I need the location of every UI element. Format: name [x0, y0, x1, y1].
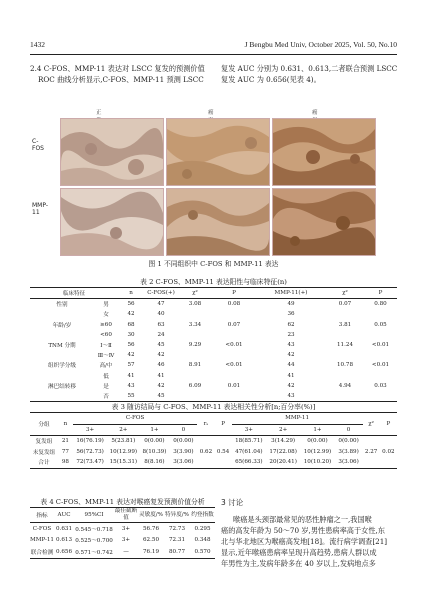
table-cell: 3.81 [338, 321, 352, 328]
table-3-header-1 [30, 413, 397, 425]
table-cell: 0.525～0.700 [75, 538, 113, 545]
table-cell: 0(0.00) [144, 438, 165, 445]
table-cell: 42 [157, 382, 165, 389]
table-cell: 43 [287, 392, 295, 399]
running-header [30, 40, 397, 52]
table-cell [178, 330, 212, 340]
table-cell: 组织学分级 [48, 363, 76, 370]
table-cell [30, 330, 94, 340]
table-cell: 3(3.90) [173, 448, 194, 455]
table-4-title: 表 4 C-FOS、MMP-11 表达对喉癌复发预测价值分析 [40, 498, 205, 506]
table-cell: 20(20.41) [269, 459, 297, 466]
table-cell: 3+ [121, 525, 131, 532]
table-cell: 3(3.89) [338, 448, 359, 455]
table-cell: 8(8.16) [144, 459, 165, 466]
table-cell: 10(12.99) [109, 448, 138, 455]
section-2-4 [30, 63, 215, 85]
table-cell: 年龄/岁 [52, 322, 72, 329]
header-cell: 0 [346, 426, 351, 433]
section-3-heading: 3 讨论 [221, 498, 244, 507]
header-cell: 指标 [36, 513, 48, 519]
table-cell: 56(72.73) [76, 448, 104, 455]
table-cell: 0.05 [374, 321, 387, 328]
table-cell: 0.613 [55, 537, 72, 544]
table-cell: <0.01 [225, 362, 243, 369]
table-cell: 低 [103, 373, 109, 380]
table-cell: 41 [157, 372, 165, 379]
header-cell: n [129, 290, 133, 297]
table-cell: 72.73 [168, 525, 185, 532]
table-cell [364, 330, 397, 340]
figure-1-caption: 图 1 不同组织中 C-FOS 和 MMP-11 表达 [148, 260, 279, 268]
table-row [30, 546, 215, 558]
micrograph-mmp11-normal [60, 188, 164, 256]
table-cell: 43 [127, 382, 135, 389]
table-row [30, 457, 397, 468]
table-row [30, 330, 397, 340]
header-cell: P [232, 290, 236, 297]
table-cell: <60 [100, 331, 112, 338]
table-cell: 0.02 [382, 448, 395, 455]
paragraph-line: 喉癌是头颈部最常见的恶性肿瘤之一,我国喉 [233, 515, 372, 524]
table-cell: Ⅲ～Ⅳ [97, 353, 115, 360]
table-cell: ≥60 [100, 321, 112, 328]
table-cell [364, 309, 397, 319]
table-cell [326, 371, 364, 381]
table-3 [30, 412, 397, 469]
table-cell: 65(66.33) [235, 459, 263, 466]
table-cell: 3(3.06) [338, 459, 359, 466]
header-cell: 最佳截断值 [114, 508, 138, 521]
table-row [30, 391, 397, 402]
table-cell: 3(3.06) [173, 459, 194, 466]
paragraph-line: 北与华北地区为喉癌高发地[18]。流行病学调查[21] [221, 537, 388, 546]
table-cell: 性别 [56, 302, 68, 309]
col-head-normal: 正 [96, 110, 102, 116]
table-cell: <0.01 [371, 362, 390, 369]
section-2-4-continued [221, 63, 397, 85]
table-cell: 56 [127, 342, 135, 349]
header-cell: 1+ [313, 426, 322, 433]
header-cell: χ² [192, 290, 198, 297]
table-cell [363, 436, 380, 447]
table-cell [178, 391, 212, 402]
table-cell: 3+ [121, 537, 131, 544]
table-cell: 0.545～0.718 [75, 526, 113, 533]
table-cell: 23 [287, 331, 295, 338]
table-cell: 0.08 [227, 301, 241, 308]
table-2-title: 表 2 C-FOS、MMP-11 表达阳性与临床特征(n) [140, 278, 287, 286]
table-cell: 56 [127, 301, 135, 308]
table-cell: 30 [127, 331, 135, 338]
table-cell: 98 [61, 459, 69, 466]
table-cell: 76.19 [142, 548, 159, 555]
header-cell: MMP-11 [232, 413, 363, 425]
table-cell: 10(12.99) [303, 448, 332, 455]
page-number: 1432 [30, 40, 45, 49]
table-row [30, 360, 397, 370]
table-cell: 2.27 [364, 448, 378, 455]
table-cell [364, 371, 397, 381]
table-cell: 36 [287, 311, 295, 318]
micrograph-cfos-adjacent [166, 118, 270, 186]
table-cell: 0.631 [55, 525, 72, 532]
table-row [30, 340, 397, 350]
table-cell: 56.76 [142, 525, 159, 532]
header-cell: n [58, 413, 73, 436]
table-cell [215, 436, 232, 447]
paragraph-line: 癌的高发年龄为 50～70 岁,男性患病率高于女性,东 [221, 526, 385, 535]
table-cell: 5(23.81) [111, 438, 136, 445]
table-cell: 72(73.47) [76, 459, 104, 466]
table-cell: 0.348 [194, 537, 211, 544]
table-2-body [30, 299, 397, 402]
table-cell [380, 436, 397, 447]
table-cell [364, 391, 397, 402]
table-cell: 10(10.20) [303, 459, 332, 466]
table-cell: 47 [157, 301, 165, 308]
table-cell: 10.78 [336, 362, 353, 369]
table-cell [30, 391, 94, 402]
table-row [30, 350, 397, 360]
header-cell: χ² [342, 290, 348, 297]
header-cell: 1+ [150, 426, 159, 433]
table-cell [212, 391, 256, 402]
table-cell: MMP-11 [30, 537, 54, 544]
table-cell: 62 [287, 321, 295, 328]
table-cell: 49 [287, 301, 295, 308]
table-row [30, 523, 215, 535]
table-cell [197, 457, 214, 468]
table-4-body [30, 523, 215, 559]
table-cell: 24 [157, 331, 165, 338]
table-cell [30, 309, 94, 319]
table-cell: 55 [127, 392, 135, 399]
table-cell [215, 457, 232, 468]
table-cell: <0.01 [371, 342, 390, 349]
table-row [30, 447, 397, 458]
header-cell: 灵敏度/% [139, 511, 163, 518]
header-rule [30, 54, 397, 55]
table-cell: 62.50 [142, 537, 159, 544]
table-cell [326, 309, 364, 319]
table-cell [364, 350, 397, 360]
paragraph-line: 复发 AUC 为 0.656(见表 4)。 [221, 75, 321, 84]
table-cell: 是 [103, 383, 109, 390]
table-cell [326, 391, 364, 402]
table-cell: 42 [287, 352, 295, 359]
table-cell: 42 [157, 352, 165, 359]
table-cell: 0(0.00) [307, 438, 328, 445]
table-row [30, 299, 397, 310]
header-cell: 3+ [85, 426, 95, 433]
table-cell: 8(10.39) [142, 448, 167, 455]
table-cell: 复发组 [35, 439, 53, 446]
header-cell: 3+ [244, 426, 253, 433]
table-cell: 0.571～0.742 [75, 549, 113, 556]
table-cell [178, 350, 212, 360]
table-cell: 未复发组 [32, 449, 56, 456]
header-cell: AUC [57, 512, 71, 518]
header-cell: P [378, 290, 383, 297]
row-label-mmp11: MMP-11 [32, 202, 49, 216]
table-cell [212, 371, 256, 381]
table-cell: 42 [287, 382, 295, 389]
table-cell: 合计 [38, 460, 50, 467]
table-cell: 4.94 [338, 382, 352, 389]
table-cell: 否 [103, 393, 109, 400]
header-cell: C-FOS(+) [147, 290, 175, 297]
table-cell: 联合检测 [30, 549, 54, 556]
header-cell: rₛ [197, 413, 214, 436]
table-row [30, 535, 215, 547]
table-cell: 21 [61, 438, 69, 445]
table-2 [30, 287, 397, 402]
table-cell: 44 [287, 362, 295, 369]
table-cell [212, 309, 256, 319]
table-cell: 0.80 [374, 301, 387, 308]
header-cell: 约登指数 [191, 511, 214, 518]
table-cell: 女 [103, 312, 109, 319]
section-2-4-line: 2.4 C-FOS、MMP-11 表达对 LSCC 复发的预测价值 [30, 64, 205, 73]
table-cell: — [123, 548, 129, 555]
header-cell: 2+ [119, 426, 128, 433]
table-cell: 0.62 [199, 448, 213, 455]
header-cell: 特异度/% [165, 511, 189, 518]
table-cell: 42 [127, 311, 135, 318]
table-cell: C-FOS [32, 525, 52, 532]
table-cell: 3(14.29) [271, 438, 296, 445]
table-cell: 淋巴结转移 [48, 383, 76, 390]
table-cell: 72.31 [168, 537, 185, 544]
col-head-cancer: 癌 [312, 110, 318, 116]
table-cell: TNM 分期 [48, 343, 76, 350]
section-2-4-line: ROC 曲线分析显示,C-FOS、MMP-11 预测 LSCC [38, 75, 204, 84]
table-cell [380, 457, 397, 468]
table-cell: 0.07 [227, 321, 241, 328]
section-3-body [221, 514, 397, 569]
table-cell: Ⅰ～Ⅱ [100, 343, 112, 350]
table-cell: 80.77 [168, 548, 185, 555]
table-cell [30, 371, 94, 381]
header-cell: 2+ [279, 426, 288, 433]
table-row [30, 436, 397, 447]
table-4-header [30, 508, 215, 523]
table-cell: 16(76.19) [76, 438, 104, 445]
table-cell [326, 350, 364, 360]
table-cell: 0(0.00) [173, 438, 194, 445]
table-cell: 3.08 [188, 301, 202, 308]
table-row [30, 381, 397, 391]
header-cell: P [215, 413, 232, 436]
table-cell: 11.24 [336, 342, 353, 349]
table-cell: 18(85.71) [235, 438, 263, 445]
table-cell: 0.01 [227, 382, 241, 389]
table-cell: 68 [127, 321, 135, 328]
table-cell [30, 350, 94, 360]
table-cell: 0.570 [194, 548, 211, 555]
micrograph-mmp11-adjacent [166, 188, 270, 256]
table-cell: 57 [127, 362, 135, 369]
paragraph-line: 年男性为主,发病年龄多在 40 岁以上,发病地点多 [221, 559, 376, 568]
table-cell: 45 [157, 342, 165, 349]
table-cell [212, 330, 256, 340]
table-cell: 77 [61, 448, 69, 455]
table-cell [212, 350, 256, 360]
table-cell: 0.295 [194, 525, 211, 532]
table-cell: 41 [127, 372, 135, 379]
table-cell [326, 330, 364, 340]
header-cell: 0 [181, 426, 186, 433]
table-3-body [30, 436, 397, 469]
table-cell: 42 [127, 352, 135, 359]
header-cell: MMP-11(+) [274, 290, 308, 297]
table-cell: <0.01 [225, 342, 243, 349]
table-cell: 8.91 [188, 362, 202, 369]
table-cell: 45 [157, 392, 165, 399]
table-cell: 15(15.31) [109, 459, 138, 466]
table-cell: 0.07 [338, 301, 352, 308]
header-cell: 95%CI [84, 512, 104, 518]
table-2-header [30, 288, 397, 299]
table-cell: 高/中 [99, 363, 113, 370]
table-cell: 6.09 [188, 382, 202, 389]
table-cell: 17(22.08) [269, 448, 297, 455]
micrograph-mmp11-cancer [272, 188, 376, 256]
table-4 [30, 507, 215, 559]
table-row [30, 320, 397, 330]
table-cell: 40 [157, 311, 165, 318]
table-cell: 46 [157, 362, 165, 369]
table-cell [178, 371, 212, 381]
table-cell: 男 [103, 302, 109, 309]
table-cell: 0.656 [55, 548, 72, 555]
row-label-cfos: C-FOS [32, 138, 44, 152]
header-cell: χ² [363, 413, 380, 436]
table-cell: 3.34 [188, 321, 202, 328]
header-cell: C-FOS [73, 413, 197, 425]
table-3-title: 表 3 随访结局与 C-FOS、MMP-11 表达相关性分析[n;百分率(%)] [111, 403, 316, 411]
header-cell: 分组 [30, 413, 58, 436]
col-head-adjacent: 癌 [208, 110, 214, 116]
table-cell [363, 457, 380, 468]
table-cell: 0.03 [374, 382, 387, 389]
header-cell: P [380, 413, 397, 436]
header-cell: 临床特征 [62, 291, 86, 298]
paragraph-line: 复发 AUC 分别为 0.631、0.613,二者联合预测 LSCC [221, 64, 398, 73]
journal-citation: J Bengbu Med Univ, October 2025, Vol. 50, No.10 [244, 40, 397, 49]
table-cell: 9.29 [188, 342, 202, 349]
table-cell [178, 309, 212, 319]
table-cell: 43 [287, 342, 295, 349]
table-cell: 0.54 [216, 448, 230, 455]
table-row [30, 371, 397, 381]
micrograph-cfos-normal [60, 118, 164, 186]
table-row [30, 309, 397, 319]
micrograph-cfos-cancer [272, 118, 376, 186]
table-cell: 41 [287, 372, 295, 379]
table-cell [197, 436, 214, 447]
table-cell: 0(0.00) [338, 438, 359, 445]
paragraph-line: 显示,近年喉癌患病率呈现升高趋势,患病人群以成 [221, 548, 377, 557]
table-cell: 47(61.04) [235, 448, 263, 455]
table-cell: 63 [157, 321, 165, 328]
